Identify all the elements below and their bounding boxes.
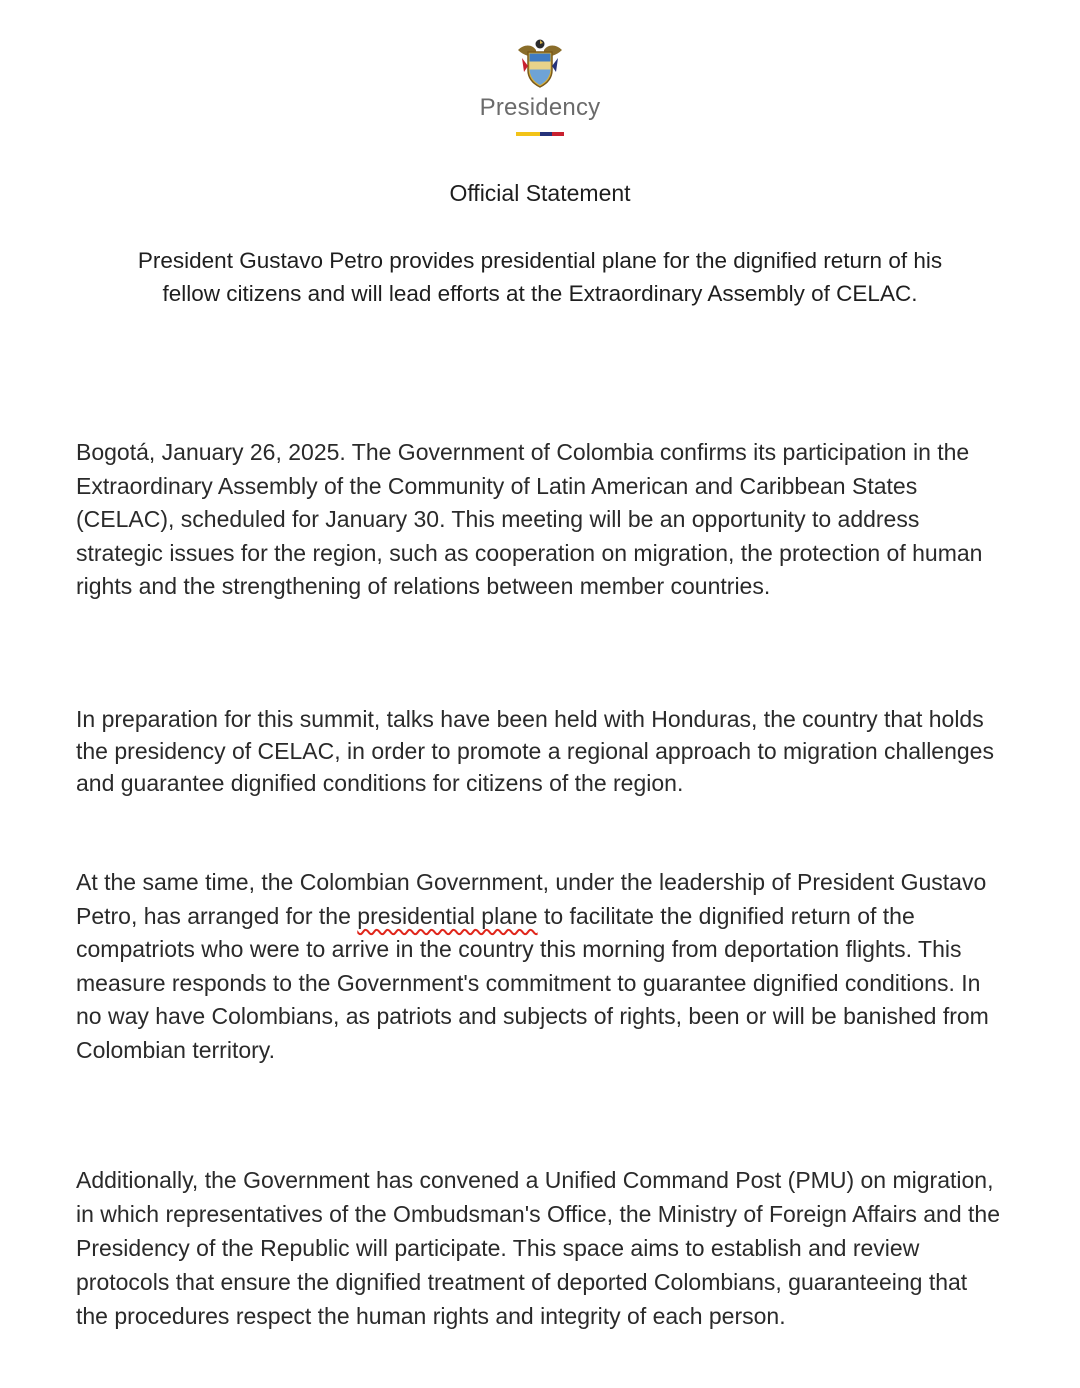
paragraph-2: In preparation for this summit, talks have been held with Honduras, the country that holds the presidency of CELAC, in order to promote a regional approach to migration challenges and guarantee dignified conditions for citizens of the region.	[76, 706, 994, 796]
paragraph-3	[76, 866, 1004, 1067]
statement-headline: President Gustavo Petro provides presidential plane for the dignified return of his fellow citizens and will lead efforts at the Extraordinary Assembly of CELAC.	[137, 248, 943, 306]
letterhead	[0, 36, 1080, 136]
coat-of-arms-icon	[514, 36, 566, 90]
org-name: Presidency	[479, 94, 601, 121]
flag-stripe-blue	[540, 132, 552, 136]
paragraph-3-text-after: to facilitate the dignified return of the compatriots who were to arrive in the country this morning from deportation flights. This measure responds to the Government's commitment to guarantee dignified conditions. In no way have Colombians, as patriots and subjects of rights, been or will be banished from Colombian territory.	[76, 902, 989, 1063]
paragraph-4: Additionally, the Government has convened a Unified Command Post (PMU) on migration, in which representatives of the Ombudsman's Office, the Ministry of Foreign Affairs and the Presidency of the Republic will participate. This space aims to establish and review protocols that ensure the dignified treatment of deported Colombians, guaranteeing that the procedures respect the human rights and integrity of each person.	[76, 1167, 1000, 1329]
highlighted-phrase: presidential plane	[357, 902, 538, 929]
flag-stripe-red	[552, 132, 564, 136]
document-type: Official Statement	[449, 180, 631, 206]
paragraph-1: Bogotá, January 26, 2025. The Government of Colombia confirms its participation in the Extraordinary Assembly of the Community of Latin American and Caribbean States (CELAC), scheduled for January 30. This meeting will be an opportunity to address strategic issues for the region, such as cooperation on migration, the protection of human rights and the strengthening of relations between member countries.	[76, 439, 983, 599]
flag-stripe	[516, 132, 564, 136]
paragraph-3-text-before: At the same time, the Colombian Government, under the leadership of President Gustavo Petro, has arranged for the	[76, 869, 987, 929]
flag-stripe-yellow	[516, 132, 540, 136]
